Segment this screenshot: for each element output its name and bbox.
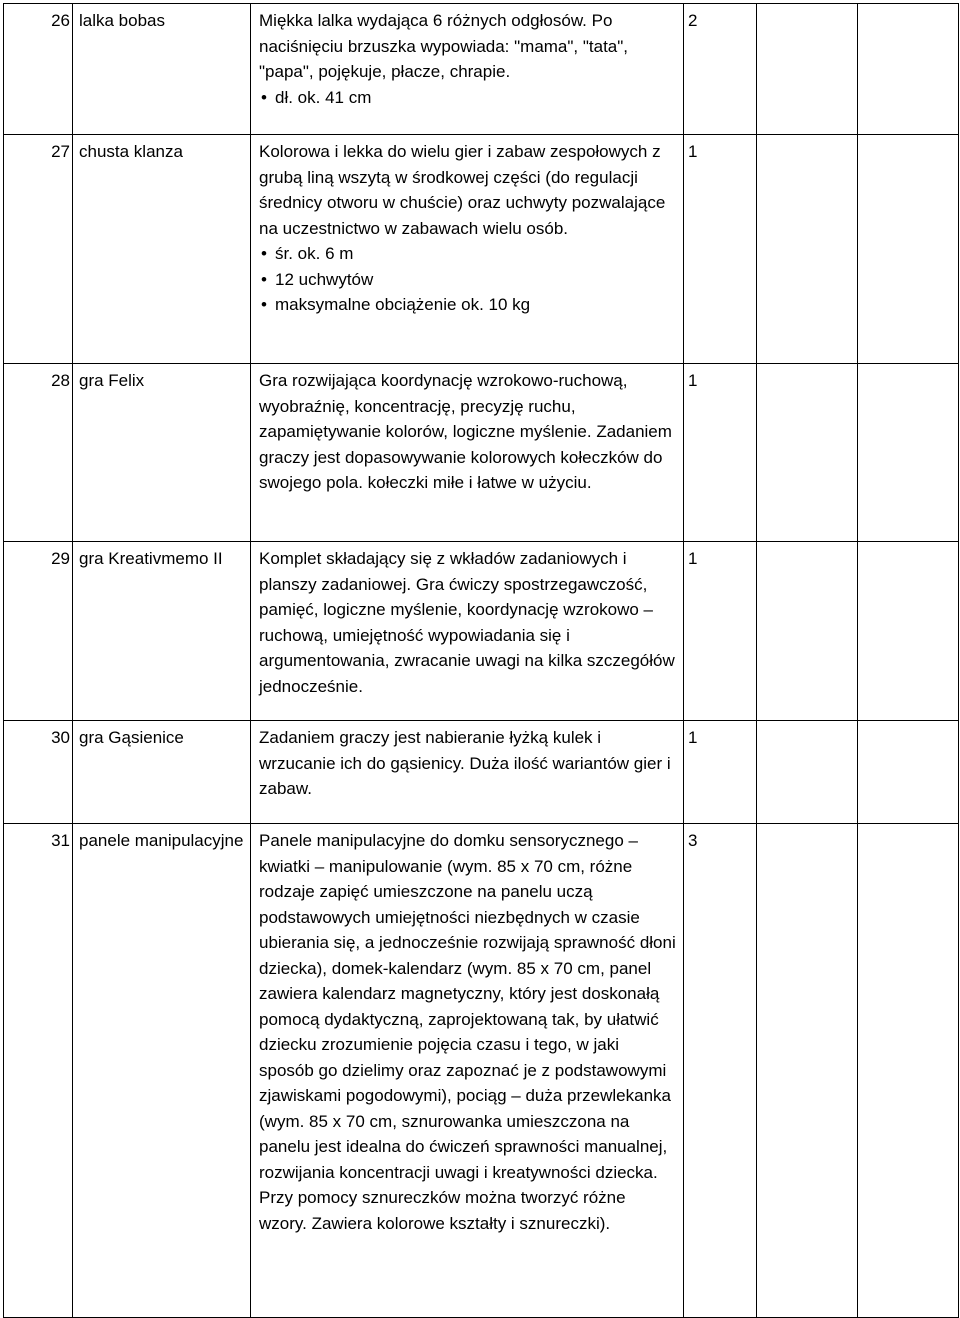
bullet-item: • 12 uchwytów: [275, 267, 677, 293]
table-row: [4, 135, 959, 364]
table-row: [4, 4, 959, 135]
item-quantity: 1: [684, 135, 757, 364]
table-row: [4, 542, 959, 721]
item-name: panele manipulacyjne: [73, 824, 251, 1318]
product-table: [3, 3, 959, 1318]
empty-cell: [858, 721, 959, 824]
item-description: [251, 824, 684, 1318]
empty-cell: [858, 542, 959, 721]
item-description: [251, 721, 684, 824]
table-row: [4, 721, 959, 824]
bullet-item: • maksymalne obciążenie ok. 10 kg: [275, 292, 677, 318]
row-number: 27: [4, 135, 73, 364]
item-quantity: 1: [684, 542, 757, 721]
empty-cell: [757, 721, 858, 824]
item-name: gra Gąsienice: [73, 721, 251, 824]
row-number: 26: [4, 4, 73, 135]
item-quantity: 2: [684, 4, 757, 135]
empty-cell: [858, 135, 959, 364]
empty-cell: [757, 542, 858, 721]
bullet-item: • dł. ok. 41 cm: [275, 85, 677, 111]
row-number: 31: [4, 824, 73, 1318]
item-quantity: 1: [684, 364, 757, 542]
item-description: [251, 542, 684, 721]
item-description: [251, 364, 684, 542]
table-body: [4, 4, 959, 1318]
empty-cell: [757, 824, 858, 1318]
table-row: [4, 824, 959, 1318]
empty-cell: [858, 824, 959, 1318]
description-text: Panele manipulacyjne do domku sensorycznego – kwiatki – manipulowanie (wym. 85 x 70 cm, różne rodzaje zapięć umieszczone na panelu uczą podstawowych umiejętności niezbędnych w czasie ubierania się, a jednocześnie rozwijają sprawność dłoni dziecka), domek-kalendarz (wym. 85 x 70 cm, panel zawiera kalendarz magnetyczny, który jest doskonałą pomocą dydaktyczną, zaprojektowaną tak, by ułatwić dziecku zrozumienie pojęcia czasu i tego, w jaki sposób go dzielimy oraz zapoznać je z podstawowymi zjawiskami pogodowymi), pociąg – duża przewlekanka (wym. 85 x 70 cm, sznurowanka umieszczona na panelu jest idealna do ćwiczeń sprawności manualnej, rozwijania koncentracji uwagi i kreatywności dziecka. Przy pomocy sznureczków można tworzyć różne wzory. Zawiera kolorowe kształty i sznureczki).: [259, 831, 676, 1233]
bullet-item: • śr. ok. 6 m: [275, 241, 677, 267]
bullet-list: [259, 85, 677, 111]
description-text: Kolorowa i lekka do wielu gier i zabaw zespołowych z grubą liną wszytą w środkowej części (do regulacji średnicy otworu w chuście) oraz uchwyty pozwalające na uczestnictwo w zabawach wielu osób.: [259, 142, 666, 238]
item-name: gra Felix: [73, 364, 251, 542]
row-number: 29: [4, 542, 73, 721]
item-name: chusta klanza: [73, 135, 251, 364]
item-quantity: 1: [684, 721, 757, 824]
description-text: Zadaniem graczy jest nabieranie łyżką kulek i wrzucanie ich do gąsienicy. Duża ilość wariantów gier i zabaw.: [259, 728, 671, 798]
empty-cell: [757, 4, 858, 135]
empty-cell: [858, 4, 959, 135]
item-name: gra Kreativmemo II: [73, 542, 251, 721]
item-description: [251, 135, 684, 364]
row-number: 28: [4, 364, 73, 542]
description-text: Miękka lalka wydająca 6 różnych odgłosów. Po naciśnięciu brzuszka wypowiada: "mama", "tata", "papa", pojękuje, płacze, chrapie.: [259, 11, 629, 81]
description-text: Komplet składający się z wkładów zadaniowych i planszy zadaniowej. Gra ćwiczy spostrzegawczość, pamięć, logiczne myślenie, koordynację wzrokowo – ruchową, umiejętność wypowiadania się i argumentowania, zwracanie uwagi na kilka szczegółów jednocześnie.: [259, 549, 675, 696]
empty-cell: [858, 364, 959, 542]
item-quantity: 3: [684, 824, 757, 1318]
item-name: lalka bobas: [73, 4, 251, 135]
table-row: [4, 364, 959, 542]
empty-cell: [757, 135, 858, 364]
item-description: [251, 4, 684, 135]
description-text: Gra rozwijająca koordynację wzrokowo-ruchową, wyobraźnię, koncentrację, precyzję ruchu, zapamiętywanie kolorów, logiczne myślenie. Zadaniem graczy jest dopasowywanie kolorowych kołeczków do swojego pola. kołeczki miłe i łatwe w użyciu.: [259, 371, 672, 492]
bullet-list: [259, 241, 677, 318]
row-number: 30: [4, 721, 73, 824]
empty-cell: [757, 364, 858, 542]
